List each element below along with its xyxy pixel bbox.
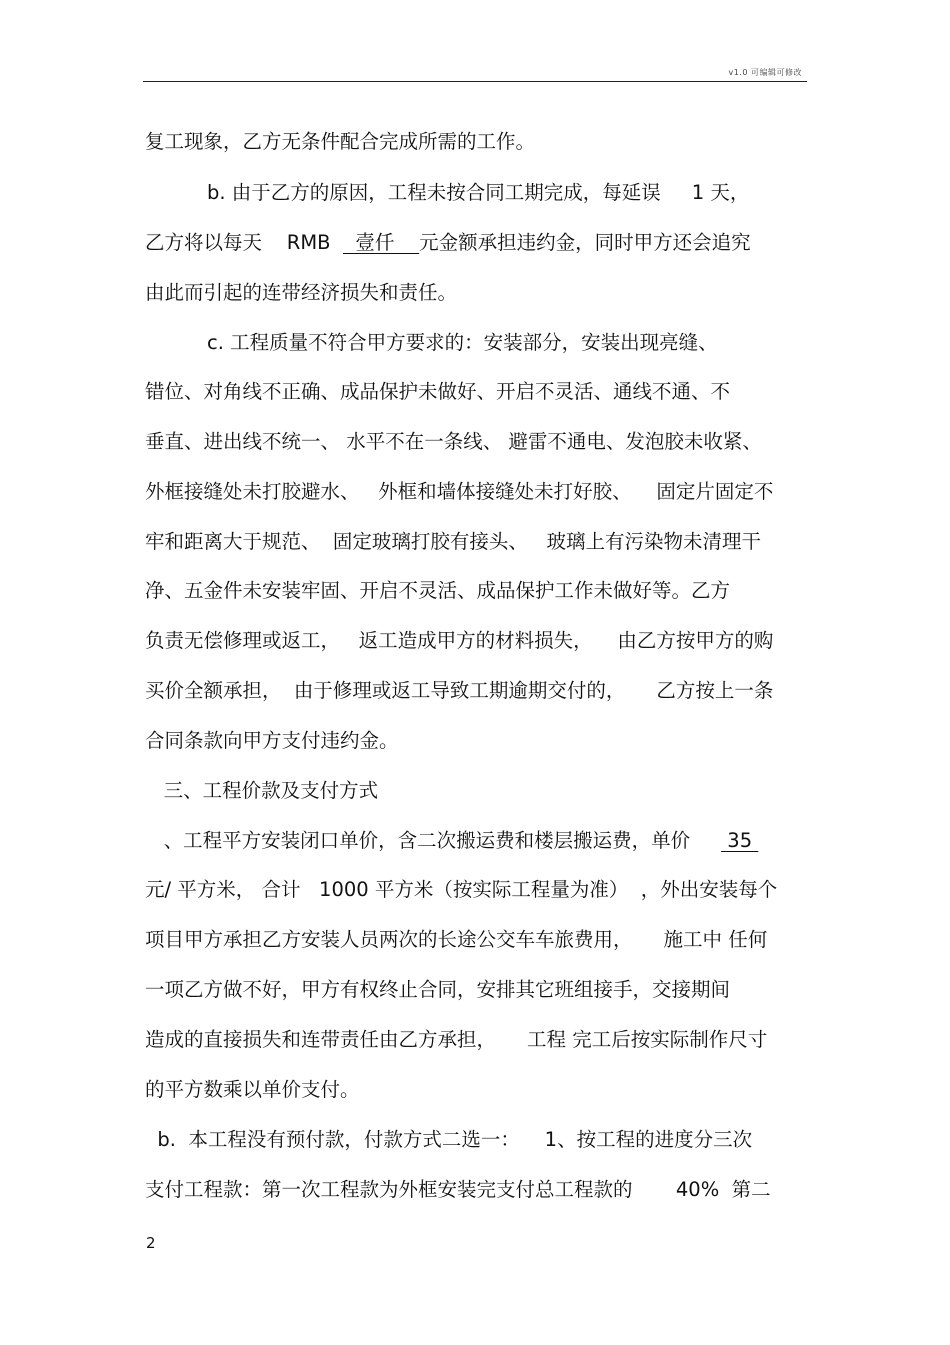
section-heading: 三、工程价款及支付方式 [145,779,379,802]
body-line [145,230,810,256]
penalty-amount-field: 壹仟 [342,231,420,254]
header-rule [143,81,807,82]
header-note: v1.0 可编辑可修改 [728,68,802,77]
body-line: 垂直、进出线不统一、 水平不在一条线、 避雷不通电、发泡胶未收紧、 [145,430,762,453]
body-line: 买价全额承担， 由于修理或返工导致工期逾期交付的， 乙方按上一条 [145,679,774,702]
body-line: 项目甲方承担乙方安装人员两次的长途公交车车旅费用， 施工中 任何 [145,928,768,951]
line-text: 、工程平方安装闭口单价，含二次搬运费和楼层搬运费，单价 [145,829,722,852]
body-line: b. 本工程没有预付款，付款方式二选一： 1、按工程的进度分三次 [145,1128,753,1151]
body-line: 一项乙方做不好，甲方有权终止合同，安排其它班组接手，交接期间 [145,978,731,1001]
line-text: 乙方将以每天 RMB [145,231,343,254]
body-line: b. 由于乙方的原因，工程未按合同工期完成，每延误 1 天， [145,181,750,204]
line-text: 元金额承担违约金，同时甲方还会追究 [419,231,751,254]
unit-price-field: 35 [721,829,759,852]
body-line: 合同条款向甲方支付违约金。 [145,729,399,752]
body-line: 由此而引起的连带经济损失和责任。 [145,281,458,304]
body-line: c. 工程质量不符合甲方要求的：安装部分，安装出现亮缝、 [145,331,718,354]
page-number: 2 [146,1234,156,1252]
body-line [145,828,810,854]
body-line: 净、五金件未安装牢固、开启不灵活、成品保护工作未做好等。乙方 [145,579,731,602]
body-line: 的平方数乘以单价支付。 [145,1078,360,1101]
body-line: 元/ 平方米， 合计 1000 平方米（按实际工程量为准） ，外出安装每个 [145,878,778,901]
body-line: 支付工程款：第一次工程款为外框安装完支付总工程款的 40% 第二 [145,1178,771,1201]
body-line: 错位、对角线不正确、成品保护未做好、开启不灵活、通线不通、不 [145,380,731,403]
body-line: 负责无偿修理或返工， 返工造成甲方的材料损失， 由乙方按甲方的购 [145,629,774,652]
body-line: 复工现象，乙方无条件配合完成所需的工作。 [145,130,536,153]
body-line: 外框接缝处未打胶避水、 外框和墙体接缝处未打好胶、 固定片固定不 [145,480,774,503]
body-line: 造成的直接损失和连带责任由乙方承担， 工程 完工后按实际制作尺寸 [145,1028,768,1051]
body-line: 牢和距离大于规范、 固定玻璃打胶有接头、 玻璃上有污染物未清理干 [145,530,761,553]
